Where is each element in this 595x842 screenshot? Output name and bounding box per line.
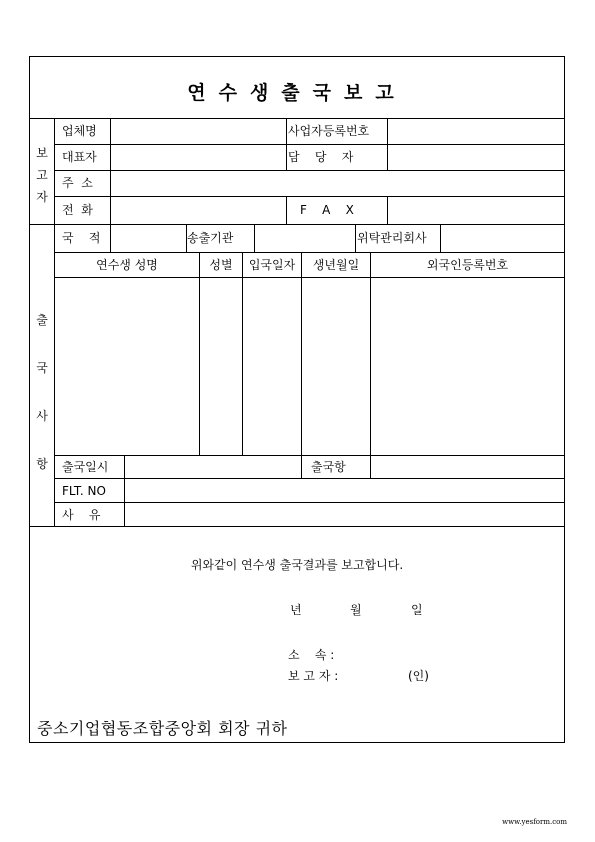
biz-no-field[interactable] [388,119,564,144]
page-title: 연수생출국보고 [187,82,407,104]
nationality-field[interactable] [111,225,186,252]
reason-field[interactable] [125,503,564,526]
fax-field[interactable] [388,197,564,224]
border-right [564,56,565,743]
address-field[interactable] [111,171,564,196]
manager-label: 담 당 자 [288,150,354,164]
phone-field[interactable] [111,197,286,224]
sending-org-label: 송출기관 [187,231,234,245]
departure-port-label: 출국항 [311,460,346,474]
gender-cell[interactable] [200,278,242,455]
trainee-name-cell[interactable] [55,278,199,455]
company-field[interactable] [111,119,286,144]
border-left [29,56,30,743]
footer-url: www.yesform.com [502,818,567,826]
reporter-sign-field[interactable] [359,665,407,685]
departure-section-label: 출 국 사 항 [36,313,48,471]
flight-label: FLT. NO [62,484,106,498]
seal-label: (인) [408,669,429,683]
manager-field[interactable] [388,145,564,170]
reporter-section-label: 보 고 자 [36,146,48,204]
report-statement: 위와같이 연수생 출국결과를 보고합니다. [190,558,404,572]
alien-reg-no-cell[interactable] [371,278,564,455]
company-label: 업체명 [62,124,97,138]
nationality-label: 국 적 [62,231,101,245]
col-alien-reg-no: 외국인등록번호 [426,258,509,272]
biz-no-label: 사업자등록번호 [288,124,370,138]
date-month-label: 월 [350,603,362,617]
departure-port-field[interactable] [371,456,564,478]
border-bottom [29,742,565,743]
col-birth-date: 생년월일 [312,258,360,272]
col-trainee-name: 연수생 성명 [96,258,158,272]
entry-date-cell[interactable] [243,278,301,455]
departure-date-label: 출국일시 [62,460,109,474]
affiliation-field[interactable] [359,644,519,664]
date-day-label: 일 [411,603,423,617]
col-entry-date: 입국일자 [248,258,296,272]
border-top [29,56,565,57]
fax-label: F A X [300,203,354,217]
entrusted-company-label: 위탁관리회사 [357,231,427,245]
date-year-label: 년 [290,603,302,617]
entrusted-company-field[interactable] [441,225,564,252]
address-label: 주 소 [62,176,93,190]
phone-label: 전 화 [62,203,93,217]
ceo-field[interactable] [111,145,286,170]
reason-label: 사 유 [62,508,101,522]
sending-org-field[interactable] [255,225,355,252]
flight-field[interactable] [125,479,564,502]
reporter-sign-label: 보 고 자 : [288,669,339,683]
departure-date-field[interactable] [125,456,301,478]
affiliation-label: 소 속 : [288,648,335,662]
ceo-label: 대표자 [62,150,97,164]
birth-date-cell[interactable] [302,278,370,455]
departure-report-form [29,56,565,742]
col-gender: 성별 [209,258,233,272]
addressee: 중소기업협동조합중앙회 회장 귀하 [37,719,288,738]
